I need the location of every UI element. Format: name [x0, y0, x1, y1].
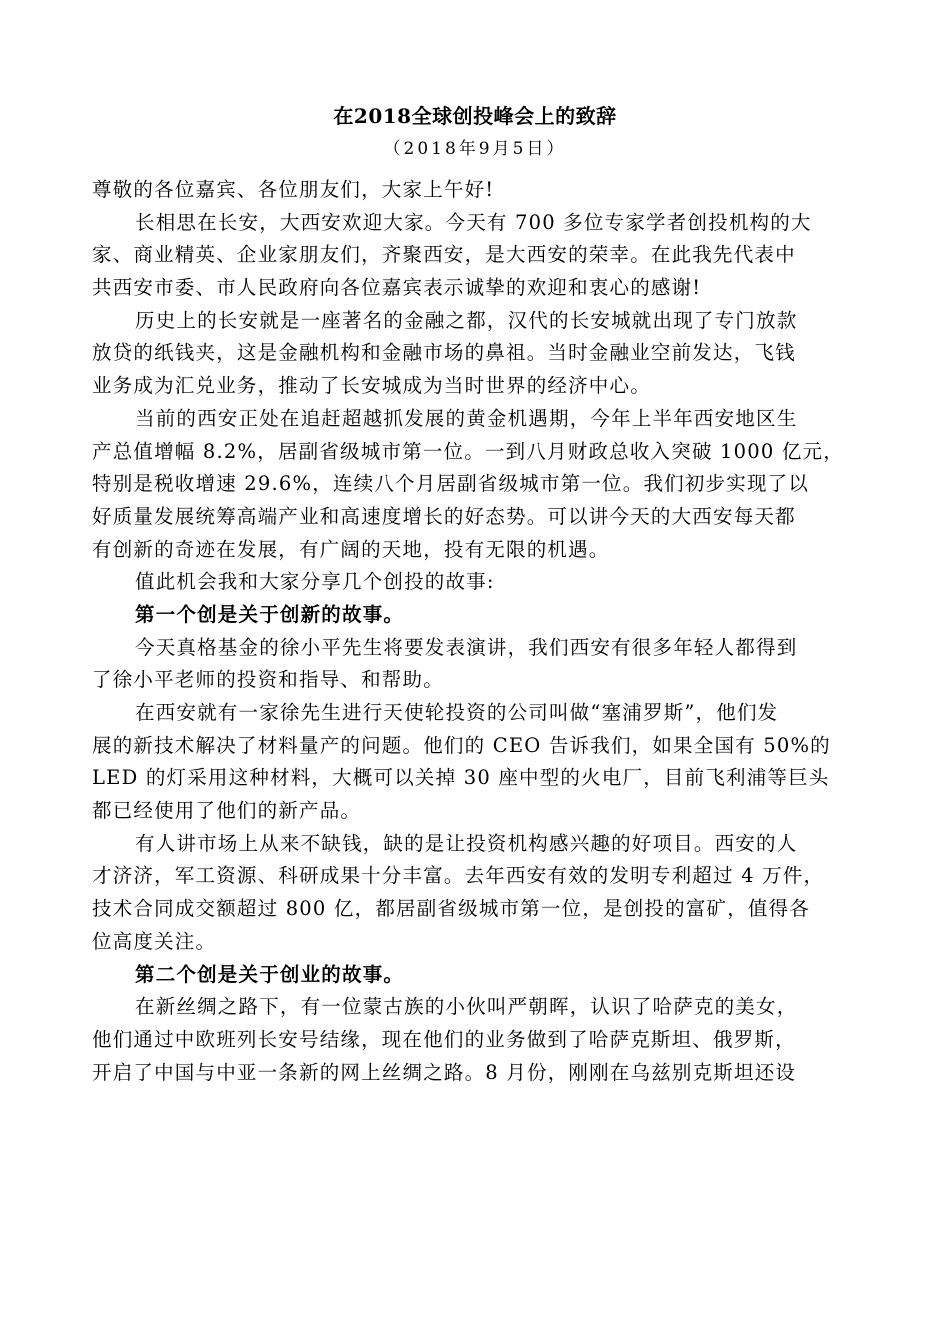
text-line: 才济济，军工资源、科研成果十分丰富。去年西安有效的发明专利超过 4 万件， — [92, 864, 825, 888]
text-line: 特别是税收增速 29.6%，连续八个月居副省级城市第一位。我们初步实现了以 — [92, 472, 810, 496]
text-line: 值此机会我和大家分享几个创投的故事: — [135, 570, 495, 594]
document-date: （2018年9月5日） — [383, 139, 567, 159]
text-line: 共西安市委、市人民政府向各位嘉宾表示诚挚的欢迎和衷心的感谢! — [92, 276, 702, 300]
text-line: 他们通过中欧班列长安号结缘，现在他们的业务做到了哈萨克斯坦、俄罗斯， — [92, 1027, 796, 1051]
text-line: 长相思在长安，大西安欢迎大家。今天有 700 多位专家学者创投机构的大 — [135, 210, 812, 234]
text-line: 放贷的纸钱夹，这是金融机构和金融市场的鼻祖。当时金融业空前发达，飞钱 — [92, 341, 796, 365]
document-body — [92, 174, 870, 1089]
text-line: 尊敬的各位嘉宾、各位朋友们，大家上午好! — [92, 178, 495, 201]
text-line: 业务成为汇兑业务，推动了长安城成为当时世界的经济中心。 — [92, 374, 651, 398]
document-title: 在2018全球创投峰会上的致辞 — [333, 104, 617, 128]
text-line: 都已经使用了他们的新产品。 — [92, 799, 362, 823]
text-line: 有人讲市场上从来不缺钱，缺的是让投资机构感兴趣的好项目。西安的人 — [135, 831, 798, 855]
text-line: 历史上的长安就是一座著名的金融之都，汉代的长安城就出现了专门放款 — [135, 308, 798, 332]
text-line: 位高度关注。 — [92, 929, 217, 953]
text-line: 在新丝绸之路下，有一位蒙古族的小伙叫严朝晖，认识了哈萨克的美女， — [135, 995, 798, 1019]
text-line: 在西安就有一家徐先生进行天使轮投资的公司叫做“塞浦罗斯”，他们发 — [135, 701, 779, 724]
section-heading: 第二个创是关于创业的故事。 — [135, 962, 405, 986]
text-line: 有创新的奇迹在发展，有广阔的天地，投有无限的机遇。 — [92, 537, 610, 561]
text-line: 产总值增幅 8.2%，居副省级城市第一位。一到八月财政总收入突破 1000 亿元， — [92, 439, 844, 463]
text-line: 家、商业精英、企业家朋友们，齐聚西安，是大西安的荣幸。在此我先代表中 — [92, 243, 796, 267]
text-line: 开启了中国与中亚一条新的网上丝绸之路。8 月份，刚刚在乌兹别克斯坦还设 — [92, 1060, 797, 1084]
section-heading: 第一个创是关于创新的故事。 — [135, 602, 405, 626]
text-line: 展的新技术解决了材料量产的问题。他们的 CEO 告诉我们，如果全国有 50%的 — [92, 733, 831, 757]
text-line: 今天真格基金的徐小平先生将要发表演讲，我们西安有很多年轻人都得到 — [135, 635, 798, 659]
text-line: 了徐小平老师的投资和指导、和帮助。 — [92, 668, 444, 692]
text-line: LED 的灯采用这种材料，大概可以关掉 30 座中型的火电厂，目前飞利浦等巨头 — [92, 766, 830, 790]
text-line: 当前的西安正处在追赶超越抓发展的黄金机遇期，今年上半年西安地区生 — [135, 406, 798, 430]
text-line: 好质量发展统筹高端产业和高速度增长的好态势。可以讲今天的大西安每天都 — [92, 504, 796, 528]
text-line: 技术合同成交额超过 800 亿，都居副省级城市第一位，是创投的富矿，值得各 — [92, 897, 811, 921]
